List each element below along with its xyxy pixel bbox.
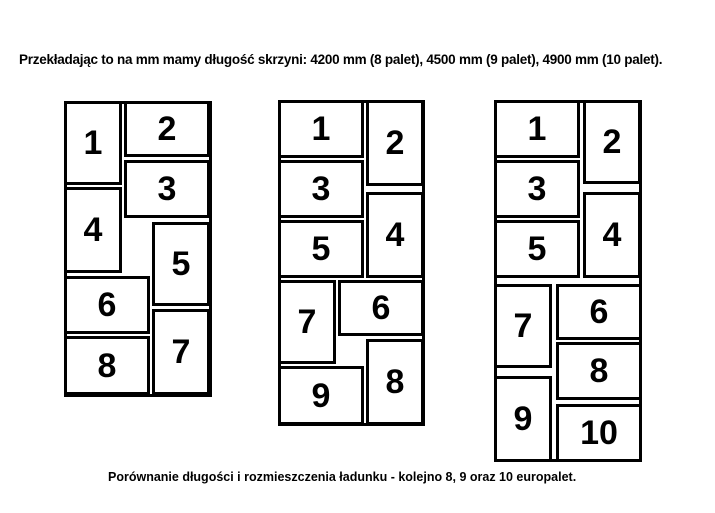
pallet-label: 6 — [371, 289, 391, 327]
pallet-8 — [366, 339, 424, 425]
pallet-label: 9 — [513, 400, 533, 438]
pallet-4 — [366, 192, 424, 278]
pallet-5 — [152, 222, 210, 306]
pallet-8 — [64, 336, 150, 395]
pallet-label: 8 — [97, 346, 117, 385]
pallet-label: 4 — [83, 211, 103, 249]
pallet-label: 3 — [527, 170, 547, 208]
pallet-3 — [494, 160, 580, 218]
pallet-label: 1 — [83, 124, 103, 162]
pallet-label: 6 — [97, 286, 117, 324]
pallet-label: 6 — [589, 293, 609, 331]
pallet-7 — [494, 284, 552, 368]
pallet-label: 2 — [602, 123, 622, 161]
pallet-1 — [494, 100, 580, 158]
pallet-3 — [124, 160, 210, 218]
pallet-10 — [556, 404, 642, 462]
pallet-label: 9 — [311, 376, 331, 415]
pallet-label: 3 — [311, 170, 331, 208]
pallet-3 — [278, 160, 364, 218]
pallet-4 — [583, 192, 641, 278]
pallet-label: 4 — [385, 216, 405, 254]
pallet-label: 7 — [171, 333, 191, 371]
pallet-8 — [556, 342, 642, 400]
pallet-6 — [338, 280, 424, 336]
pallet-label: 4 — [602, 216, 622, 254]
pallet-1 — [278, 100, 364, 158]
pallet-2 — [124, 101, 210, 157]
pallet-label: 2 — [157, 110, 177, 148]
pallet-9 — [494, 376, 552, 462]
pallet-7 — [152, 309, 210, 395]
pallet-9 — [278, 366, 364, 425]
pallet-6 — [556, 284, 642, 340]
pallet-label: 5 — [527, 230, 547, 268]
pallet-1 — [64, 101, 122, 185]
pallet-5 — [494, 220, 580, 278]
pallet-label: 1 — [527, 110, 547, 148]
pallet-label: 7 — [513, 307, 533, 345]
pallet-2 — [583, 100, 641, 184]
pallet-label: 3 — [157, 170, 177, 208]
pallet-5 — [278, 220, 364, 278]
pallet-label: 2 — [385, 124, 405, 162]
pallet-7 — [278, 280, 336, 364]
pallet-4 — [64, 187, 122, 273]
figure-caption: Porównanie długości i rozmieszczenia ładunku - kolejno 8, 9 oraz 10 europalet. — [108, 470, 577, 484]
pallet-label: 1 — [311, 110, 331, 148]
pallet-label: 5 — [311, 230, 331, 268]
pallet-label: 8 — [589, 352, 609, 390]
pallet-label: 8 — [385, 363, 405, 401]
pallet-2 — [366, 100, 424, 186]
pallet-label: 10 — [580, 414, 618, 452]
pallet-label: 5 — [171, 245, 191, 283]
pallet-6 — [64, 276, 150, 334]
pallet-label: 7 — [297, 303, 317, 341]
header-text: Przekładając to na mm mamy długość skrzyni: 4200 mm (8 palet), 4500 mm (9 palet), 4900 mm (10 palet). — [19, 52, 663, 67]
